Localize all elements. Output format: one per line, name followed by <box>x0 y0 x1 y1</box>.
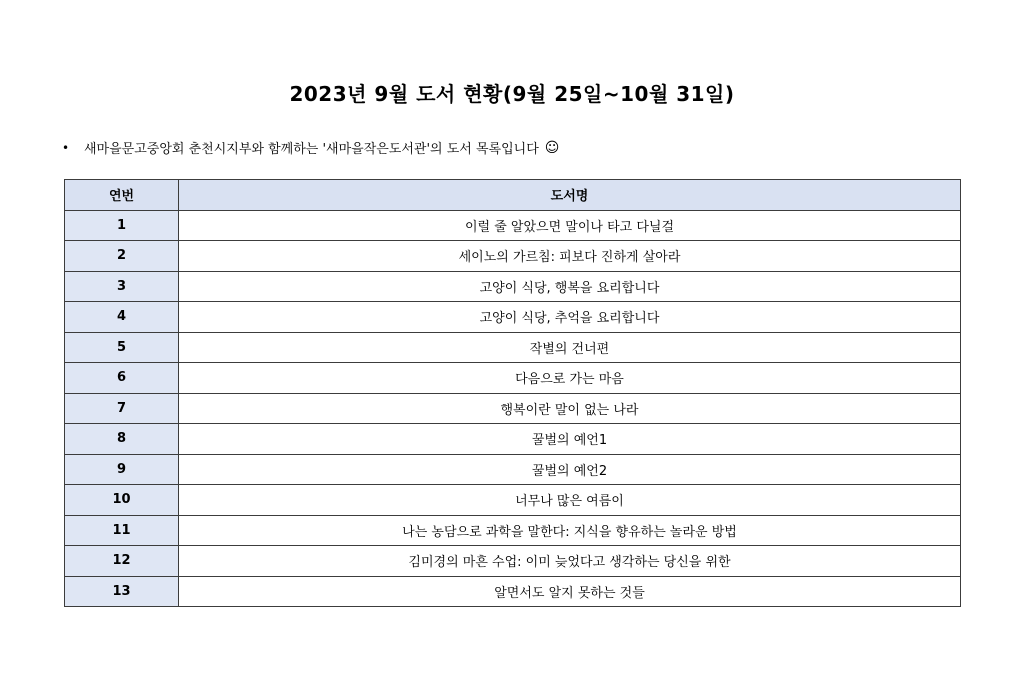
row-number: 4 <box>65 302 179 333</box>
table-row <box>65 424 961 455</box>
column-header-title: 도서명 <box>179 180 961 211</box>
row-number: 1 <box>65 210 179 241</box>
book-title: 작별의 건너편 <box>179 332 961 363</box>
table-row <box>65 454 961 485</box>
table-row <box>65 302 961 333</box>
book-title: 세이노의 가르침: 피보다 진하게 살아라 <box>179 241 961 272</box>
book-title: 나는 농담으로 과학을 말한다: 지식을 향유하는 놀라운 방법 <box>179 515 961 546</box>
intro-text: 새마을문고중앙회 춘천시지부와 함께하는 '새마을작은도서관'의 도서 목록입니다 <box>84 142 539 157</box>
smiley-icon: ☺ <box>544 139 560 156</box>
row-number: 9 <box>65 454 179 485</box>
book-title: 행복이란 말이 없는 나라 <box>179 393 961 424</box>
row-number: 8 <box>65 424 179 455</box>
book-title: 김미경의 마흔 수업: 이미 늦었다고 생각하는 당신을 위한 <box>179 546 961 577</box>
column-header-number: 연번 <box>65 180 179 211</box>
book-title: 고양이 식당, 행복을 요리합니다 <box>179 271 961 302</box>
row-number: 6 <box>65 363 179 394</box>
book-title: 고양이 식당, 추억을 요리합니다 <box>179 302 961 333</box>
table-row <box>65 332 961 363</box>
bullet-icon: • <box>62 140 70 155</box>
table-row <box>65 241 961 272</box>
book-title: 꿀벌의 예언1 <box>179 424 961 455</box>
book-title: 알면서도 알지 못하는 것들 <box>179 576 961 607</box>
table-row <box>65 576 961 607</box>
page-title: 2023년 9월 도서 현황(9월 25일~10월 31일) <box>289 82 735 106</box>
table-row <box>65 363 961 394</box>
row-number: 13 <box>65 576 179 607</box>
row-number: 2 <box>65 241 179 272</box>
table-row <box>65 515 961 546</box>
table-row <box>65 271 961 302</box>
book-title: 꿀벌의 예언2 <box>179 454 961 485</box>
intro-note <box>62 138 559 157</box>
book-title: 너무나 많은 여름이 <box>179 485 961 516</box>
row-number: 7 <box>65 393 179 424</box>
row-number: 5 <box>65 332 179 363</box>
table-row <box>65 485 961 516</box>
table-header-row <box>65 180 961 211</box>
book-title: 다음으로 가는 마음 <box>179 363 961 394</box>
row-number: 12 <box>65 546 179 577</box>
table-row <box>65 546 961 577</box>
row-number: 10 <box>65 485 179 516</box>
table-row <box>65 393 961 424</box>
book-title: 이럴 줄 알았으면 말이나 타고 다닐걸 <box>179 210 961 241</box>
row-number: 3 <box>65 271 179 302</box>
row-number: 11 <box>65 515 179 546</box>
book-list-table <box>64 179 961 607</box>
table-row <box>65 210 961 241</box>
